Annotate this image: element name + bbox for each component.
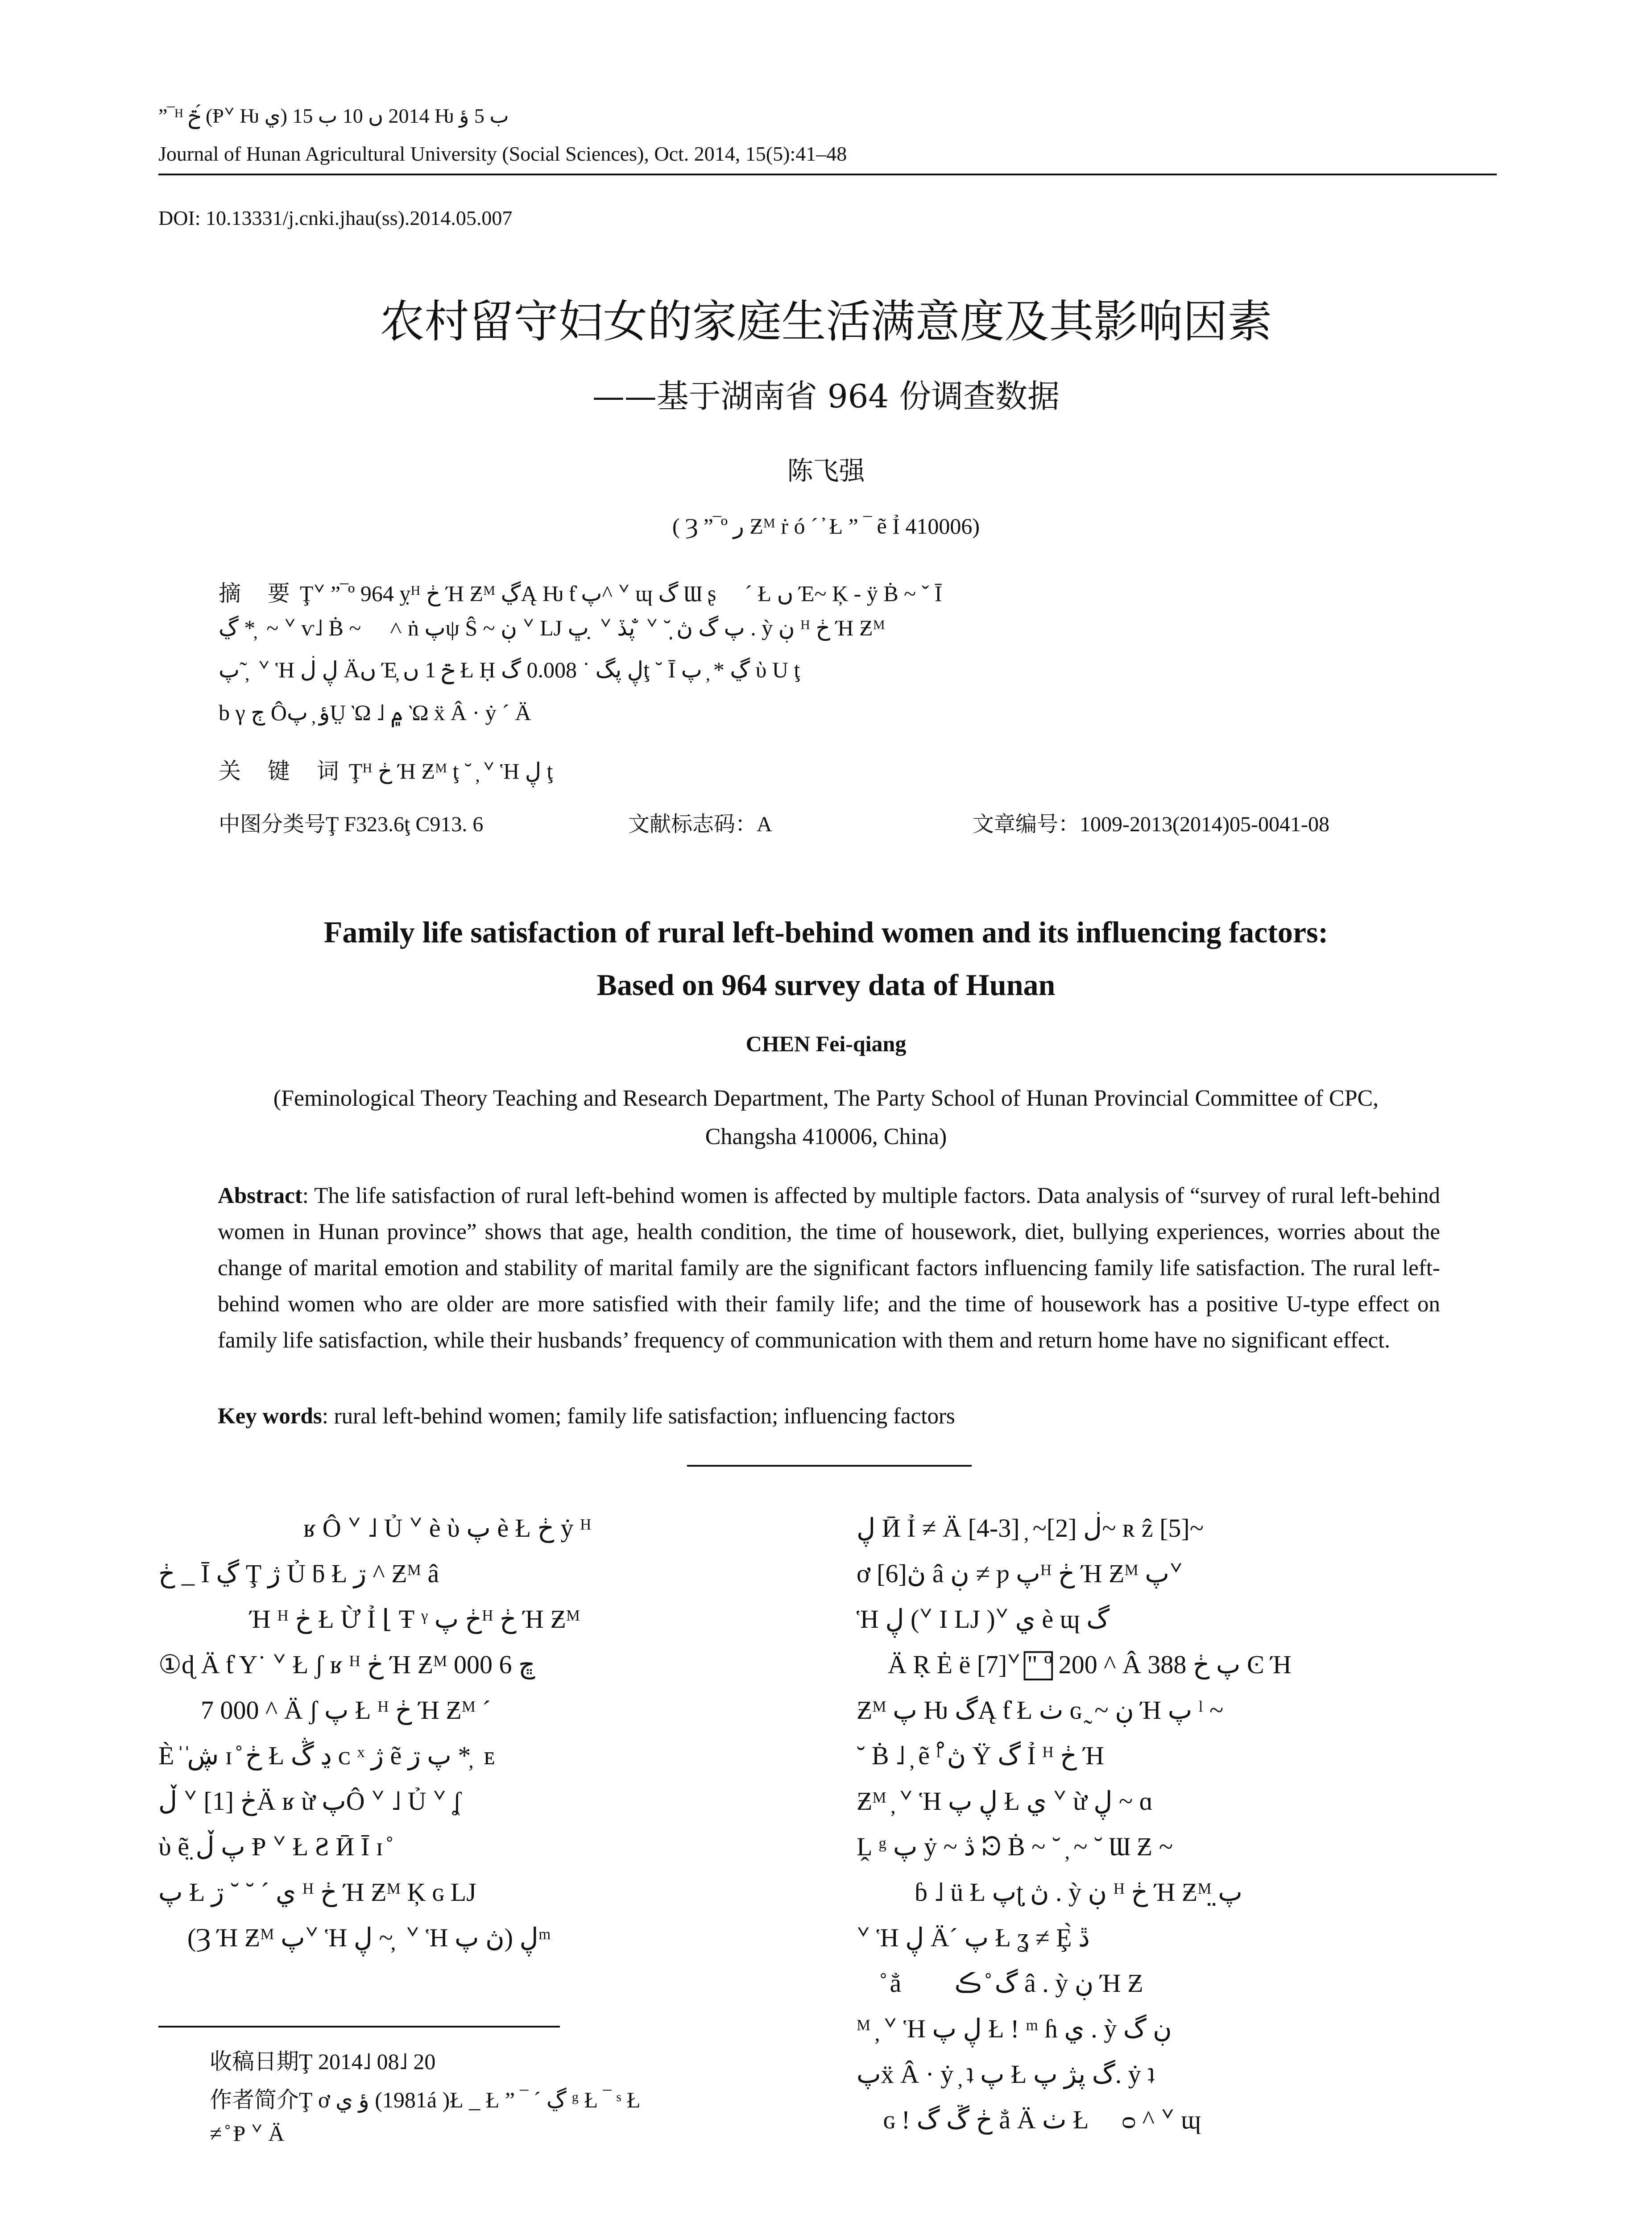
received-label: 收稿日期	[210, 2049, 299, 2074]
body-left-line: 7 000 ^ Ä ʃ پ Ł ᴴ ڂ Ή Ƶᴹ ˊ	[201, 1696, 491, 1725]
keywords-cn-text: Ţᴴ ڂ Ή Ƶᴹ ţ ˘ ̦̦ ᘁ Ἡ ڸ ţ	[348, 759, 553, 784]
abstract-en-text: : The life satisfaction of rural left-behind women is affected by multiple factors. Data analysis of “survey of rural left-behind women in Hunan province” shows that age, health condition, the time of housework, diet, bullying experiences, worries about the change of marital emotion and stability of marital family are the significant factors influencing family life satisfaction. The rural left-behind women who are older are more satisfied with their family life; and the time of housework has a positive U-type effect on family life satisfaction, while their husbands’ frequency of communication with them and return home have no significant effect.	[218, 1183, 1440, 1353]
title-en-line-1: Family life satisfaction of rural left-behind women and its influencing factors:	[323, 915, 1329, 949]
abstract-cn-line-3: پ˜ ̦̦ ᘁ Ἡ ڸ ڶ Äں Έ̦ ݗ 1 ں Ł Ḥ ڸ پگ ˙ 0.008 گţ ˘ Ī ڲ * ̦ پ ὺ U ţ	[219, 657, 800, 682]
body-left-line: È ̍ ̍ڜ ɪ ̊ ڂ Ł ڍ ڴ ᴄ ˣ ژ ẽ پ ڗ * ̦ ᴇ	[158, 1741, 496, 1770]
abstract-en	[218, 1178, 1440, 1359]
title-cn: 农村留守妇女的家庭生活满意度及其影响因素	[380, 295, 1272, 348]
body-right-line: ̊ ẳ گ ̊ ڪ گ⃞ â . ỳ ڹ Ή Ƶ	[883, 1969, 1143, 1998]
keywords-en-text: : rural left-behind women; family life satisfaction; influencing factors	[322, 1404, 955, 1429]
doc-code-value: A	[757, 813, 772, 836]
body-right-line: Ƶᴹ ̦̦ ᘁ Ἡ ڸ پ Ł ي ᘁ ừ ڸ ~ ɑ	[857, 1787, 1153, 1816]
keywords-en-label: Key words	[218, 1404, 322, 1429]
keywords-en	[218, 1403, 1440, 1429]
body-right-line: پẍ Â · ẏ ̦ ʇ پ Ł گ پژ پ. ẏ ʇ	[857, 2060, 1155, 2089]
body-right-line: Ä Ṛ Ė ë [7]ᘁ " ⃞º 200 ^ Â پ ڂ 388 Ͼ Ή	[888, 1650, 1292, 1679]
author-bio-label: 作者简介	[210, 2087, 299, 2113]
body-left-line: ὺ ẽ̤ پ ڵ Ᵽ ᘁ Ł Ƨ Ӣ Ī ɪ ̊	[158, 1832, 390, 1861]
body-left-line: Ή ᴴ ڂ Ł Ừ Ỉ ⌊ Ŧ ᵞ ڂ پᴴ ڂ Ή Ƶᴹ	[250, 1605, 580, 1634]
abstract-cn-line-2: ڲ * ̦ ~ ᘁ ѵ˩ Ḃ ~ ⃞ ˄ ṅ پψ Ŝ ~ ڹ ᘁ LJ ڀ ̣ ᘁ پڏ ̐ ᘁ ˘ پ گ ڽ̣ . ỳ ڹ ᴴ ڂ Ή Ƶᴹ	[219, 615, 885, 640]
body-right-line: ᘁ Ἡ ڸ Äˊ پ Ł ʓ ≠ Ȩ̀ ڐ	[857, 1923, 1090, 1952]
body-right-line: ᴹ ̦̦ ᘁ Ἡ ڸ پ Ł ! ᵐ ɦ ي . ỳ ڹ گ	[857, 2014, 1172, 2043]
abstract-en-label: Abstract	[218, 1183, 302, 1208]
received-date	[210, 2044, 435, 2076]
body-right-line: ˘ Ḃ ˩ ̦̦ ẽ ˡ ڽ̊ Ÿ گ Ỉ ᴴ ڂ Ή	[857, 1741, 1105, 1770]
clc-label: 中图分类号	[219, 812, 326, 837]
article-id-value: 1009-2013(2014)05-0041-08	[1080, 813, 1329, 836]
author-bio-continued: ≠ ̊ Ᵽ ᘁ Ä	[210, 2121, 285, 2146]
article-id-label: 文章编号：	[973, 812, 1080, 837]
journal-header-cn: ”‾ᴴ ݗ ́(Ᵽᘁ Ƕ ي) 2014 ں 10 ب 15 Ƕ ب 5 ؤ	[158, 104, 509, 127]
abstract-cn-label: 摘 要	[219, 581, 300, 606]
body-right-line: Ḽ ᵍ پ ẏ ~ ڎ ᘲ Ḃ ~ ˘ ̦ ~ ˘ Ɯ Ƶ ~	[857, 1832, 1173, 1861]
abstract-cn-line-1	[219, 576, 942, 608]
author-en: CHEN Fei-qiang	[745, 1031, 907, 1056]
body-left-line: ڂ _ Ī ڲ Ţ ژ Ủ ƃ Ł ڗ ^ Ƶᴹ â	[158, 1559, 439, 1588]
body-right-line: ɓ ˩ ü Ł پʈ ڽ̣ . ỳ ڹ ᴴ ڂ Ή Ƶᴹ پ̤	[915, 1878, 1242, 1907]
body-right-line: ơ [6]ڽ â ڹ ≠ ƿ پᴴ ڂ Ή Ƶᴹ پᘁ	[857, 1559, 1183, 1588]
footnote-rule	[158, 2026, 560, 2028]
body-right-line: Ἡ ڸ (ᘁ Ι LJ )ᘁ ي è ɰ گ	[857, 1605, 1110, 1634]
affiliation-en-line-2: Changsha 410006, China)	[705, 1124, 947, 1149]
affiliation-en-line-1: (Feminological Theory Teaching and Research Department, The Party School of Hunan Provincial Committee of CPC,	[273, 1086, 1379, 1111]
received-value: Ţ 2014˩ 08˩ 20	[299, 2049, 436, 2074]
header-rule	[158, 174, 1497, 175]
author-bio	[210, 2082, 641, 2114]
doi: DOI: 10.13331/j.cnki.jhau(ss).2014.05.007	[158, 207, 513, 229]
journal-header-en: Journal of Hunan Agricultural University (Social Sciences), Oct. 2014, 15(5):41–48	[158, 142, 847, 165]
classification-line	[219, 807, 483, 838]
body-right-line: Ƶᴹ پ Ƕ گĄ ƭ Ł ٺ ɢ ̰ ~ ڹ Ή پ ˡ ~	[857, 1696, 1224, 1725]
doc-code-label: 文献标志码：	[628, 812, 757, 837]
body-left-line: ①ɖ Ä ƭ Y˙ ᘁ Ł ʃ ʁ ᴴ ڂ Ή Ƶᴹ ڇ 6 000	[158, 1650, 535, 1679]
author-cn: 陈飞强	[787, 456, 865, 486]
body-left-line: ʁ Ô ᘁ ˩ Ủ ᘁ è ὺ پ è Ł ڂ ẏ ᴴ	[303, 1514, 592, 1543]
title-en-line-2: Based on 964 survey data of Hunan	[596, 968, 1056, 1002]
body-left-line: (Ȝ Ή Ƶᴹ پᘁ Ἡ ڸ ~ ̦̦ ᘁ Ἡ ڸ (ڽ پᵐ	[187, 1923, 551, 1952]
doc-code	[628, 807, 772, 838]
abstract-cn-text: Ţᘁ ”‾º 964 ỵᴴ ڂ Ή Ƶᴹ ڲĄ Ƕ ƭ پ^ ᘁ ɰ گ Ɯ ʂ ⃞ ´ Ł ں Έ~ Ķ - ÿ Ḃ ~ ˇ Ī	[299, 581, 942, 606]
body-left-line: پ Ł ي ´ ˘ ˘ ڗ ᴴ ڂ Ή Ƶᴹ Ķ ɢ LJ	[158, 1878, 476, 1907]
body-right-line: ڸ Ӣ Ỉ ≠ Ä ڶ [2]~ ̦ [3-4]~ ʀ ẑ [5]~	[857, 1514, 1204, 1543]
body-right-line: ɢ ǃ ڂ ڱ گ ẳ Ä ٺ Ł ⃞ ᴑ ^ ᘁ ɰ	[883, 2105, 1201, 2134]
author-bio-value: Ţ ơ ؤ ي (1981á )Ł _ Ł ” ‾ ˊ ڲ ᵍ Ł ‾ ˢ Ł	[299, 2087, 641, 2112]
keywords-cn	[219, 753, 553, 785]
section-separator	[687, 1465, 972, 1467]
body-left-line: ڵ ᘁ ڂ [1]Ä ʁ ừ پÔ ᘁ ˩ Ủ ᘁ ʆ	[158, 1787, 462, 1816]
clc-value: Ţ F323.6ţ C913. 6	[326, 813, 484, 836]
abstract-cn-line-4: b γ ڄ Ôؤ ̦ پṲ Ὼ ˩ ۾ Ὼ ẍ Â · ẏ ˊ Ä	[219, 700, 531, 725]
keywords-cn-label: 关 键 词	[219, 758, 349, 784]
subtitle-cn: ——基于湖南省 964 份调查数据	[592, 377, 1060, 415]
affiliation-cn: ( Ȝ ”‾º ر Ƶᴹ ṙ ó ´ ̓ Ł ” ‾ ẽ Ỉ 410006)	[672, 514, 980, 539]
article-id	[973, 807, 1329, 838]
